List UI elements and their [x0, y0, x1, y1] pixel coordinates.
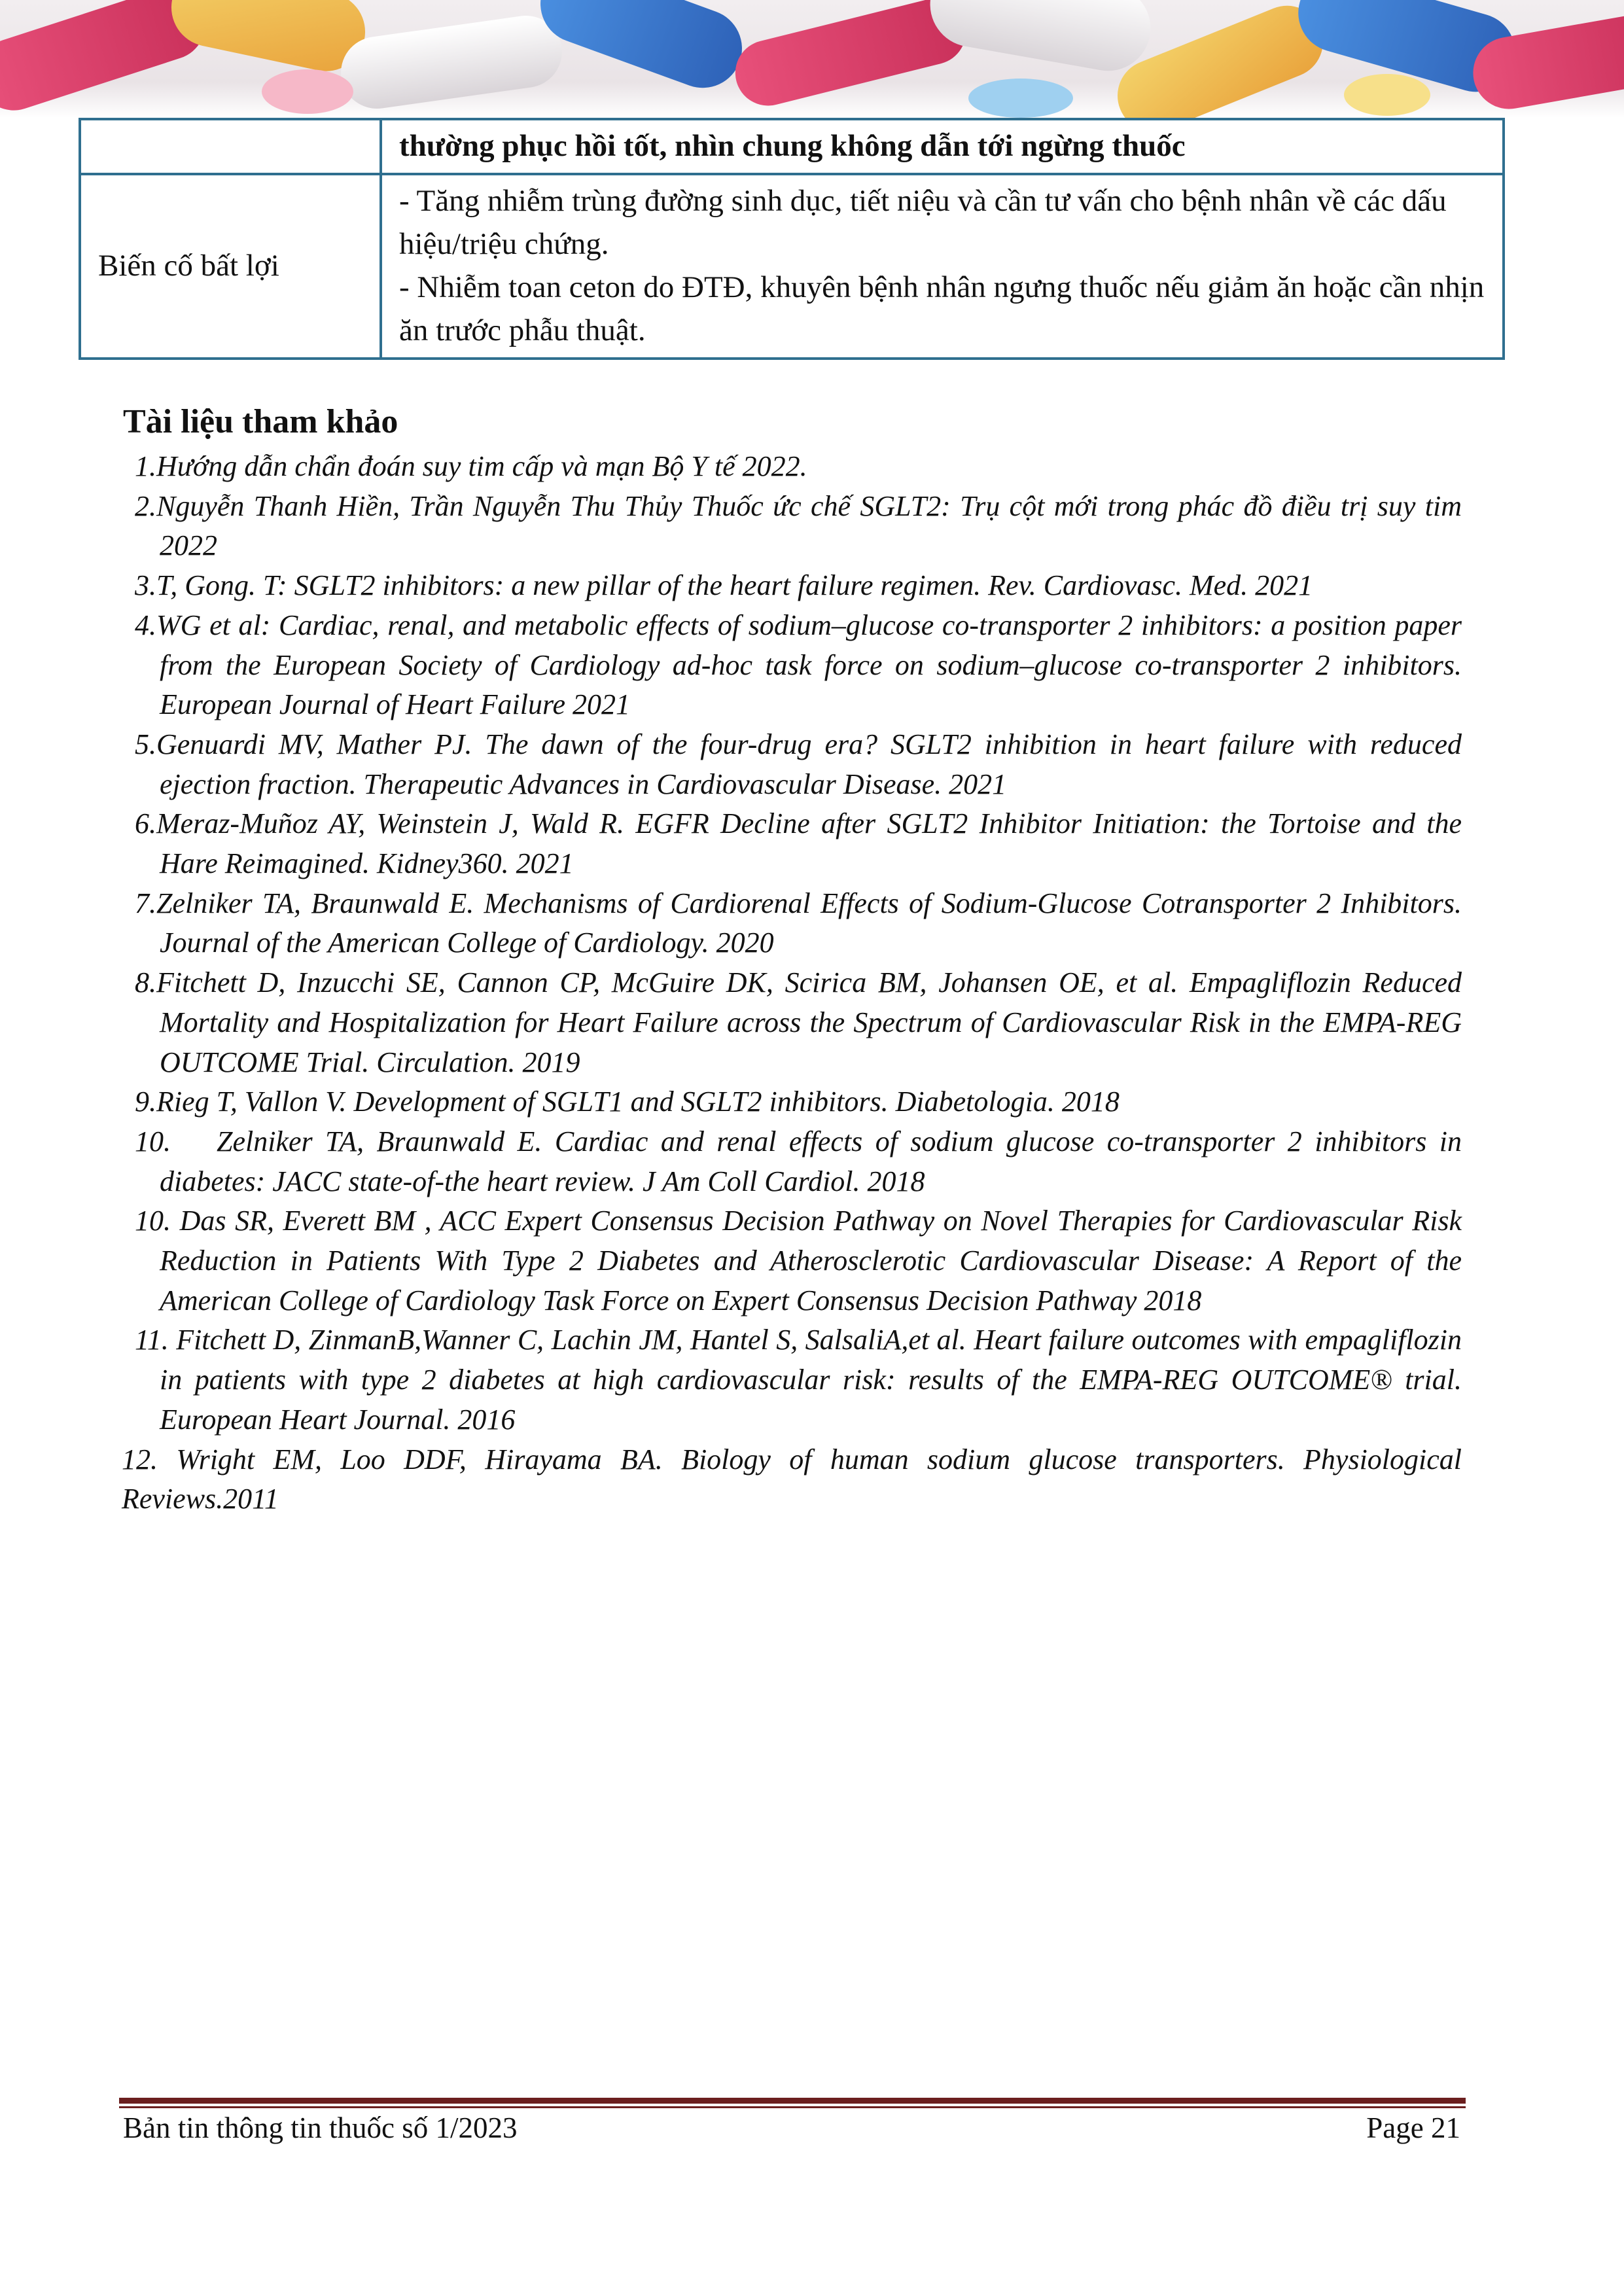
reference-number: 11.: [135, 1324, 169, 1356]
reference-item: [122, 963, 1462, 1082]
adverse-effects-table: [79, 118, 1505, 360]
reference-item: [122, 1440, 1462, 1519]
reference-number: 12.: [122, 1443, 158, 1475]
reference-number: 8.: [135, 966, 156, 999]
reference-number: 7.: [135, 887, 156, 919]
header-banner-image: [0, 0, 1624, 118]
table-cell-line: - Nhiễm toan ceton do ĐTĐ, khuyên bệnh nhân ngưng thuốc nếu giảm ăn hoặc cần nhịn ăn trước phẫu thuật.: [399, 270, 1485, 347]
reference-text: Zelniker TA, Braunwald E. Cardiac and renal effects of sodium glucose co-transporter 2 inhibitors in diabetes: JACC state-of-the heart review. J Am Coll Cardiol. 2018: [160, 1125, 1462, 1197]
reference-text: T, Gong. T: SGLT2 inhibitors: a new pillar of the heart failure regimen. Rev. Cardiovasc. Med. 2021: [156, 569, 1313, 602]
reference-text: Hướng dẫn chẩn đoán suy tim cấp và mạn Bộ Y tế 2022.: [156, 450, 807, 482]
table-row: [80, 174, 1504, 359]
table-cell-continuation: thường phục hồi tốt, nhìn chung không dẫn tới ngừng thuốc: [381, 119, 1504, 174]
table-cell-empty: [80, 119, 381, 174]
references-list: [122, 447, 1462, 1519]
footer-page-number: Page 21: [1366, 2111, 1460, 2144]
reference-item: [122, 804, 1462, 883]
reference-number: 6.: [135, 807, 156, 840]
reference-number: 2.: [135, 489, 156, 522]
reference-item: [122, 1320, 1462, 1439]
reference-text: Das SR, Everett BM , ACC Expert Consensus Decision Pathway on Novel Therapies for Cardiovascular Risk Reduction in Patients With Type 2 Diabetes and Atherosclerotic Cardiovascular Disease: A Report of the American College of Cardiology Task Force on Expert Consensus Decision Pathway 2018: [160, 1205, 1462, 1316]
reference-item: [122, 447, 1462, 487]
table-cell-content: [381, 174, 1504, 359]
table-cell-label: Biến cố bất lợi: [80, 174, 381, 359]
reference-item: [122, 725, 1462, 804]
footer-publication-title: Bản tin thông tin thuốc số 1/2023: [123, 2111, 518, 2144]
reference-number: 3.: [135, 569, 156, 602]
pills-illustration: [0, 0, 1624, 118]
reference-item: [122, 606, 1462, 725]
reference-text: WG et al: Cardiac, renal, and metabolic effects of sodium–glucose co-transporter 2 inhibitors: a position paper from the European Society of Cardiology ad-hoc task force on sodium–glucose co-transporter 2 inhibitors. European Journal of Heart Failure 2021: [156, 609, 1462, 721]
reference-text: Meraz-Muñoz AY, Weinstein J, Wald R. EGFR Decline after SGLT2 Inhibitor Initiation: the Tortoise and the Hare Reimagined. Kidney360. 2021: [156, 807, 1462, 880]
reference-number: 10.: [135, 1125, 171, 1157]
reference-item: [122, 1122, 1462, 1201]
reference-item: [122, 1201, 1462, 1320]
reference-number: 10.: [135, 1205, 171, 1237]
reference-number: 1.: [135, 450, 156, 482]
reference-text: Rieg T, Vallon V. Development of SGLT1 and SGLT2 inhibitors. Diabetologia. 2018: [156, 1086, 1120, 1118]
reference-text: Genuardi MV, Mather PJ. The dawn of the four-drug era? SGLT2 inhibition in heart failure with reduced ejection fraction. Therapeutic Advances in Cardiovascular Disease. 2021: [156, 728, 1462, 800]
table-row: [80, 119, 1504, 174]
reference-text: Nguyễn Thanh Hiền, Trần Nguyễn Thu Thủy Thuốc ức chế SGLT2: Trụ cột mới trong phác đồ điều trị suy tim 2022: [156, 489, 1462, 562]
table-cell-line: - Tăng nhiễm trùng đường sinh dục, tiết niệu và cần tư vấn cho bệnh nhân về các dấu hiệu/triệu chứng.: [399, 184, 1447, 261]
reference-number: 5.: [135, 728, 156, 760]
reference-item: [122, 1082, 1462, 1122]
references-heading: Tài liệu tham khảo: [123, 403, 398, 440]
footer-divider: [119, 2098, 1466, 2110]
reference-text: Fitchett D, Inzucchi SE, Cannon CP, McGuire DK, Scirica BM, Johansen OE, et al. Empagliflozin Reduced Mortality and Hospitalization for Heart Failure across the Spectrum of Cardiovascular Risk in the EMPA-REG OUTCOME Trial. Circulation. 2019: [156, 966, 1462, 1078]
reference-item: [122, 487, 1462, 566]
reference-item: [122, 884, 1462, 963]
reference-text: Fitchett D, ZinmanB,Wanner C, Lachin JM, Hantel S, SalsaliA,et al. Heart failure outcomes with empagliflozin in patients with type 2 diabetes at high cardiovascular risk: results of the EMPA-REG OUTCOME® trial. European Heart Journal. 2016: [160, 1324, 1462, 1436]
reference-number: 9.: [135, 1086, 156, 1118]
reference-text: Zelniker TA, Braunwald E. Mechanisms of Cardiorenal Effects of Sodium-Glucose Cotransporter 2 Inhibitors. Journal of the American College of Cardiology. 2020: [156, 887, 1462, 959]
reference-text: Wright EM, Loo DDF, Hirayama BA. Biology of human sodium glucose transporters. Physiological Reviews.2011: [122, 1443, 1462, 1515]
reference-number: 4.: [135, 609, 156, 641]
reference-item: [122, 566, 1462, 606]
